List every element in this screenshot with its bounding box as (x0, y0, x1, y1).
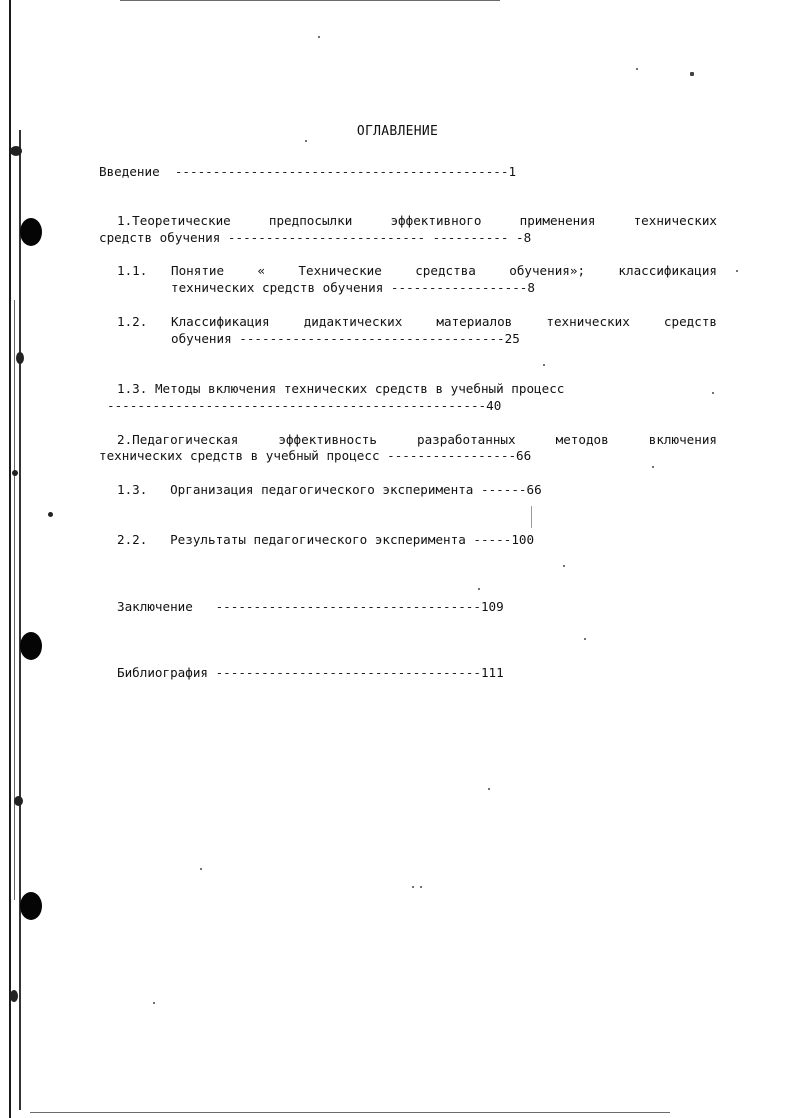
leader-separator: - (508, 230, 524, 245)
entry-title: обучения (171, 331, 232, 346)
leader-dashes: ------------------ (390, 280, 528, 295)
page-number: 8 (523, 230, 532, 245)
section-number: 2.2. (117, 532, 148, 547)
page-number: 109 (480, 599, 504, 614)
entry-title: Библиография (117, 665, 208, 680)
entry-title: Методы включения технических средств в учебный процесс (154, 381, 565, 396)
toc-entry-chapter-2-line2 (99, 447, 531, 464)
toc-entry-bibliography (117, 664, 504, 681)
leader-dashes: ------ (480, 482, 527, 497)
leader-dashes: -------------------------------------------------- (107, 398, 487, 413)
page-number: 8 (527, 280, 535, 295)
page-number: 66 (516, 448, 532, 463)
entry-title: Заключение (117, 599, 193, 614)
page-number: 25 (504, 331, 520, 346)
toc-entry-section-2-2 (117, 531, 534, 548)
toc-entry-section-1-2-line2 (171, 330, 520, 347)
toc-entry-section-1-3-line1 (117, 380, 564, 397)
toc-entry-introduction (99, 163, 516, 180)
toc-entry-chapter-2-line1: 2.Педагогическая эффективность разработанных методов включения (117, 432, 717, 447)
section-number: 1.1. (117, 263, 148, 278)
leader-dashes: -------------------------------------------- (174, 164, 509, 179)
section-number: 1.3. (117, 381, 148, 396)
toc-entry-section-2-1 (117, 481, 542, 498)
toc-entry-section-1-1-line2 (171, 279, 535, 296)
page-number: 100 (511, 532, 535, 547)
section-number: 1.3. (117, 482, 148, 497)
page-number: 1 (508, 164, 517, 179)
entry-title: технических средств в учебный процесс (99, 448, 380, 463)
page-title: ОГЛАВЛЕНИЕ (356, 124, 439, 139)
leader-dashes: ----------------------------------- (215, 665, 481, 680)
leader-dashes: ----------------------------------- (239, 331, 505, 346)
leader-dashes: -------------------------- ---------- (227, 230, 509, 245)
toc-entry-section-1-2-line1: Классификация дидактических материалов технических средств (171, 314, 717, 329)
entry-title: средств обучения (99, 230, 221, 245)
entry-title: Результаты педагогического эксперимента (170, 532, 466, 547)
page-number: 66 (526, 482, 542, 497)
entry-title: Организация педагогического эксперимента (170, 482, 474, 497)
leader-dashes: ----- (473, 532, 512, 547)
page-number: 111 (480, 665, 504, 680)
toc-entry-section-1-3-line2 (107, 397, 501, 414)
section-number: 1.2. (117, 314, 148, 329)
toc-entry-section-1-1-line1: Понятие « Технические средства обучения»; классификация (171, 263, 717, 278)
entry-title: Введение (99, 164, 160, 179)
leader-dashes: ----------------------------------- (215, 599, 481, 614)
leader-dashes: ----------------- (387, 448, 517, 463)
toc-entry-chapter-1-line1: 1.Теоретические предпосылки эффективного применения технических (117, 213, 717, 228)
entry-title: технических средств обучения (171, 280, 384, 295)
toc-entry-chapter-1-line2 (99, 229, 531, 246)
toc-entry-conclusion (117, 598, 504, 615)
page-number: 40 (486, 398, 502, 413)
